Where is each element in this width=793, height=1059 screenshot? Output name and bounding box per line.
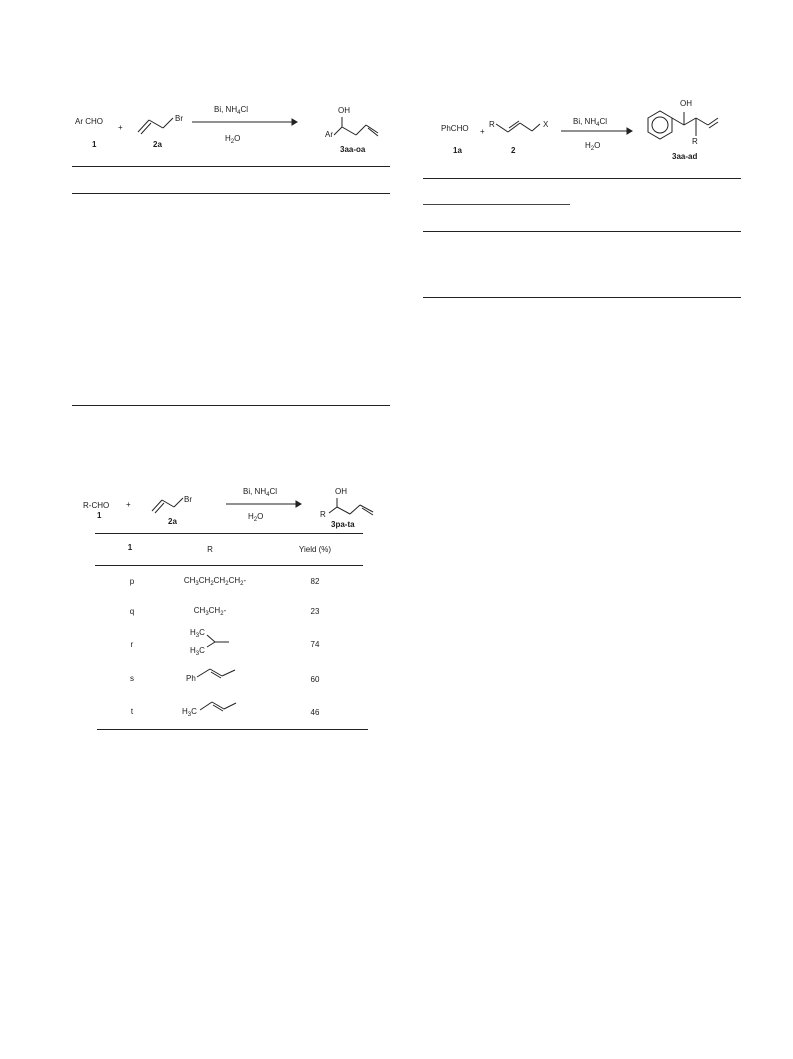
reactant-label: 1 <box>92 140 97 149</box>
entry-id: r <box>130 640 134 649</box>
column-header: Yield (%) <box>298 545 332 554</box>
reaction-arrow <box>192 118 297 126</box>
table-rule-spanner <box>423 204 570 205</box>
propenyl-structure <box>199 699 239 715</box>
hydroxyl-label: OH <box>680 99 692 108</box>
reactant-label: 1a <box>453 146 462 155</box>
table-rule-header <box>423 231 741 232</box>
isopropyl-structure <box>205 632 231 652</box>
bromine-atom: Br <box>184 495 192 504</box>
reagent-text: Bi, $NH_4Cl$ <box>243 487 278 498</box>
solvent-text: $H_2O$ <box>225 134 241 145</box>
reactant-aldehyde: PhCHO <box>441 124 469 133</box>
r-group-formula: $CH_3CH_2-$ <box>193 606 227 617</box>
table-rule-top <box>423 178 741 179</box>
table-rule-bottom <box>72 405 390 406</box>
plus-sign: + <box>118 123 123 132</box>
table-rule-top <box>95 533 363 534</box>
r-group-formula: $CH_3CH_2CH_2CH_2-$ <box>183 576 247 587</box>
table-rule-header <box>95 565 363 566</box>
plus-sign: + <box>126 500 131 509</box>
column-header: 1 <box>127 543 133 552</box>
reactant-label: 2a <box>168 517 177 526</box>
solvent-text: $H_2O$ <box>248 512 264 523</box>
entry-id: p <box>129 577 135 586</box>
methyl-label: $H_3C$ <box>190 628 205 639</box>
phenyl-homoallylic-alcohol-structure <box>638 108 720 156</box>
yield-value: 74 <box>310 640 320 649</box>
yield-value: 23 <box>310 607 320 616</box>
table-rule-bottom <box>97 729 368 730</box>
methyl-label: $H_3C$ <box>182 707 197 718</box>
allyl-halide-structure <box>496 118 542 138</box>
substituent-r-label: R <box>320 510 326 519</box>
product-label: 3aa-ad <box>672 152 698 161</box>
reagent-text: Bi, $NH_4Cl$ <box>214 105 249 116</box>
styryl-structure <box>196 666 238 682</box>
reactant-label: 2a <box>153 140 162 149</box>
homoallylic-alcohol-structure <box>326 115 384 147</box>
substituent-r-label: R <box>692 137 698 146</box>
entry-id: t <box>130 707 134 716</box>
reaction-arrow <box>561 127 633 135</box>
reagent-text: Bi, $NH_4Cl$ <box>573 117 608 128</box>
product-label: 3aa-oa <box>340 145 366 154</box>
yield-value: 60 <box>310 675 320 684</box>
leaving-group-x-label: X <box>543 120 549 129</box>
reaction-arrow <box>226 500 302 508</box>
methyl-label: $H_3C$ <box>190 646 205 657</box>
hydroxyl-label: OH <box>335 487 347 496</box>
bromine-atom: Br <box>175 114 183 123</box>
hydroxyl-label: OH <box>338 106 350 115</box>
entry-id: s <box>130 674 134 683</box>
table-rule-bottom <box>423 297 741 298</box>
reactant-aldehyde: R-CHO <box>83 501 110 510</box>
entry-id: q <box>129 607 135 616</box>
plus-sign: + <box>480 127 485 136</box>
column-header: R <box>207 545 213 554</box>
aryl-group-label: Ar <box>325 130 333 139</box>
reactant-aldehyde: Ar CHO <box>75 117 103 126</box>
yield-value: 82 <box>310 577 320 586</box>
table-rule-top <box>72 166 390 167</box>
yield-value: 46 <box>310 708 320 717</box>
table-rule-header <box>72 193 390 194</box>
substituent-r-label: R <box>489 120 495 129</box>
product-label: 3pa-ta <box>331 520 355 529</box>
phenyl-label: Ph <box>186 674 196 683</box>
solvent-text: $H_2O$ <box>585 141 601 152</box>
reactant-label: 1 <box>97 511 102 520</box>
reactant-label: 2 <box>511 146 516 155</box>
